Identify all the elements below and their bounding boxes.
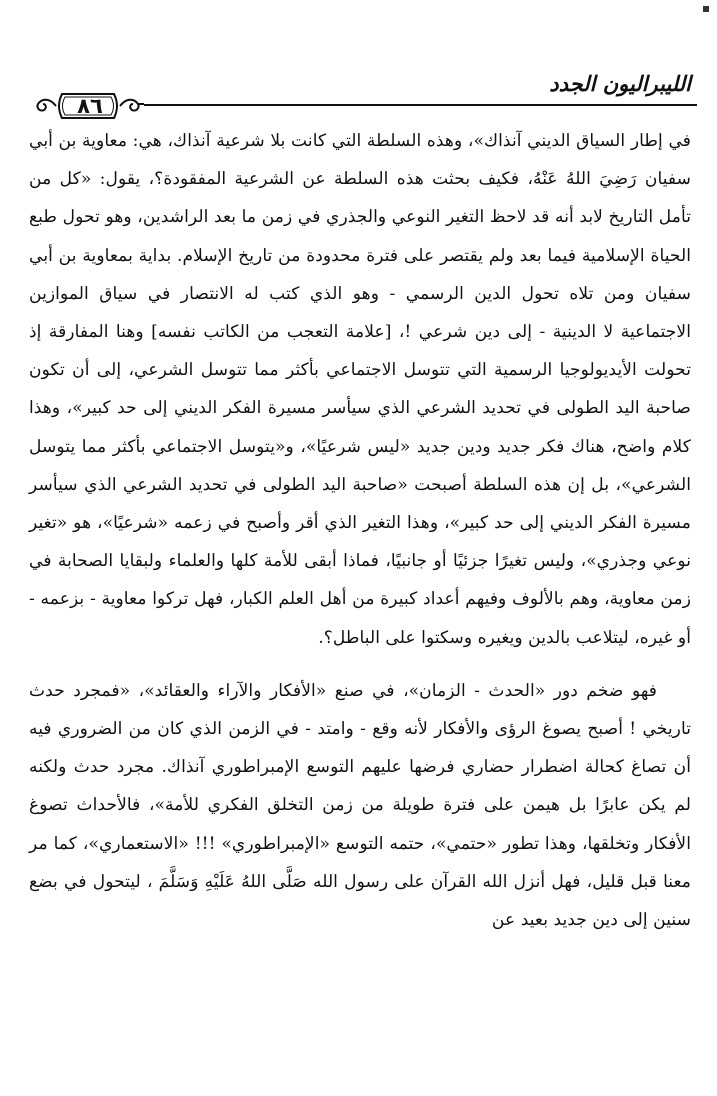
paragraph-gap <box>29 657 691 672</box>
paragraph: فهو ضخم دور «الحدث - الزمان»، في صنع «الأفكار والآراء والعقائد»، «فمجرد حدث تاريخي ! أصبح يصوغ الرؤى والأفكار لأنه وقع - وامتد - في الزمن الذي كان من الضروري فيه أن تصاغ كحالة اضطرار حضاري فرضها عليهم التوسع الإمبراطوري آنذاك. مجرد حدث ولكنه لم يكن عابرًا بل هيمن على فترة طويلة من زمن التخلق الفكري للأمة»، فالأحداث تصوغ الأفكار وتخلقها، وهذا تطور «حتمي»، حتمه التوسع «الإمبراطوري» !!! «الاستعماري»، كما مر معنا قبل قليل، فهل أنزل الله القرآن على رسول الله صَلَّى اللهُ عَلَيْهِ وَسَلَّمَ ، ليتحول في بضع سنين إلى دين جديد بعيد عن <box>29 680 691 931</box>
scan-corner-mark <box>703 6 709 12</box>
page-number: ٨٦ <box>77 94 103 118</box>
book-title: الليبراليون الجدد <box>549 72 691 96</box>
paragraph: في إطار السياق الديني آنذاك»، وهذه السلطة التي كانت بلا شرعية آنذاك، هي: معاوية بن أبي سفيان رَضِيَ اللهُ عَنْهُ، فكيف بحثت هذه السلطة عن الشرعية المفقودة؟، يقول: «كل من تأمل التاريخ لابد أنه قد لاحظ التغير النوعي والجذري في زمن ما بعد الراشدين، وهو تحول طبع الحياة الإسلامية فيما بعد ولم يقتصر على فترة محدودة من تاريخ الإسلام. بداية بمعاوية بن أبي سفيان ومن تلاه تحول الدين الرسمي - وهو الذي كتب له الانتصار في سياق الموازين الاجتماعية لا الدينية - إلى دين شرعي !، [علامة التعجب من الكاتب نفسه] وهنا المفارقة إذ تحولت الأيديولوجيا الرسمية التي تتوسل الاجتماعي بأكثر مما تتوسل الشرعي، إلى أن تكون صاحبة اليد الطولى في تحديد الشرعي الذي سيأسر مسيرة الفكر الديني إلى حد كبير»، وهذا كلام واضح، هناك فكر جديد ودين جديد «ليس شرعيًا»، و«يتوسل الاجتماعي بأكثر مما يتوسل الشرعي»، بل إن هذه السلطة أصبحت «صاحبة اليد الطولى في تحديد الشرعي الذي سيأسر مسيرة الفكر الديني إلى حد كبير»، وهذا التغير الذي أقر وأصبح في زعمه «شرعيًا»، هو «تغير نوعي وجذري»، وليس تغيرًا جزئيًا أو جانبيًا، فماذا أبقى للأمة كلها والعلماء ولبقايا الصحابة في زمن معاوية، وهم بالألوف وفيهم أعداد كبيرة من أهل العلم الكبار، فهل تركوا معاوية - بزعمه - أو غيره، ليتلاعب بالدين ويغيره وسكتوا على الباطل؟. <box>29 131 691 648</box>
header-rule <box>144 104 697 106</box>
page-header <box>32 70 697 122</box>
page-body <box>29 122 691 939</box>
